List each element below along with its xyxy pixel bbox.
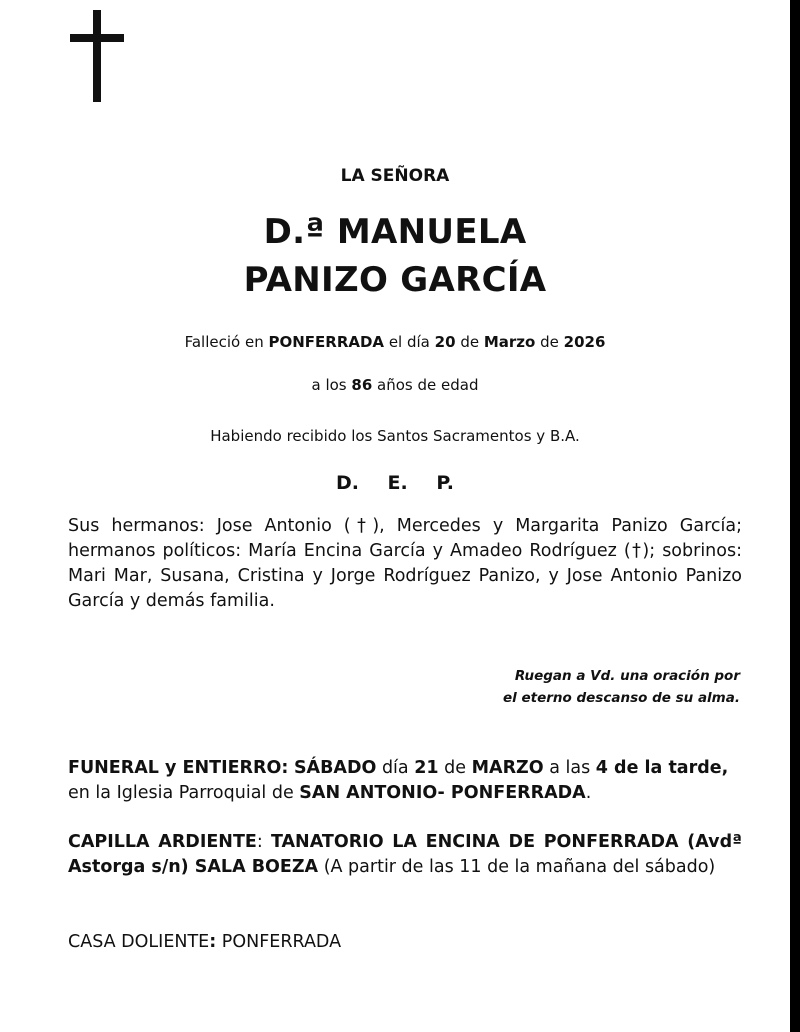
age-value: 86 <box>351 376 373 394</box>
cross-icon <box>70 10 124 102</box>
death-info <box>0 333 790 351</box>
funeral-info <box>68 756 742 806</box>
funeral-end: . <box>585 783 592 803</box>
funeral-a-las: a las <box>549 758 591 778</box>
house-place: PONFERRADA <box>221 932 342 952</box>
death-de1: de <box>460 333 480 351</box>
chapel-info <box>68 830 742 880</box>
honorific-title: LA SEÑORA <box>340 166 450 186</box>
chapel-label: CAPILLA ARDIENTE <box>68 832 257 852</box>
sacraments-text: Habiendo recibido los Santos Sacramentos y B.A. <box>210 427 580 445</box>
age-info <box>0 376 790 394</box>
deceased-name <box>0 208 790 304</box>
death-year: 2026 <box>563 333 606 351</box>
funeral-day: 21 <box>414 758 439 778</box>
chapel-note: (A partir de las 11 de la mañana del sábado) <box>323 857 716 877</box>
church-name: SAN ANTONIO- PONFERRADA <box>299 783 586 803</box>
chapel-colon: : <box>256 832 263 852</box>
death-day: 20 <box>434 333 456 351</box>
house-label: CASA DOLIENTE <box>68 932 210 952</box>
prayer-line-2: el eterno descanso de su alma. <box>503 690 740 706</box>
house-info <box>68 930 742 955</box>
funeral-weekday: SÁBADO <box>293 758 377 778</box>
death-day-word: el día <box>388 333 430 351</box>
funeral-de: de <box>444 758 467 778</box>
church-prefix: en la Iglesia Parroquial de <box>68 783 294 803</box>
death-de2: de <box>540 333 559 351</box>
funeral-month: MARZO <box>471 758 544 778</box>
death-month: Marzo <box>483 333 536 351</box>
funeral-time: 4 de la tarde, <box>595 758 729 778</box>
age-suffix: años de edad <box>377 376 479 394</box>
chapel-place: TANATORIO LA ENCINA DE PONFERRADA (Avdª Astorga s/n) SALA BOEZA <box>68 832 742 877</box>
family-paragraph: Sus hermanos: Jose Antonio (†), Mercedes y Margarita Panizo García; hermanos políticos: María Encina García y Amadeo Rodríguez (†); sobrinos: Mari Mar, Susana, Cristina y Jorge Rodríguez Panizo, y Jose Antonio Panizo García y demás familia. <box>68 516 742 611</box>
name-line-1: D.ª MANUELA <box>263 212 527 252</box>
prayer-request <box>340 665 740 709</box>
dep-text: D. E. P. <box>335 472 455 494</box>
death-place: PONFERRADA <box>268 333 385 351</box>
prayer-line-1: Ruegan a Vd. una oración por <box>514 668 740 684</box>
house-colon: : <box>209 932 217 952</box>
funeral-dia: día <box>381 758 409 778</box>
name-line-2: PANIZO GARCÍA <box>243 260 547 300</box>
death-prefix: Falleció en <box>184 333 264 351</box>
age-prefix: a los <box>311 376 347 394</box>
funeral-label: FUNERAL y ENTIERRO: <box>68 758 289 778</box>
